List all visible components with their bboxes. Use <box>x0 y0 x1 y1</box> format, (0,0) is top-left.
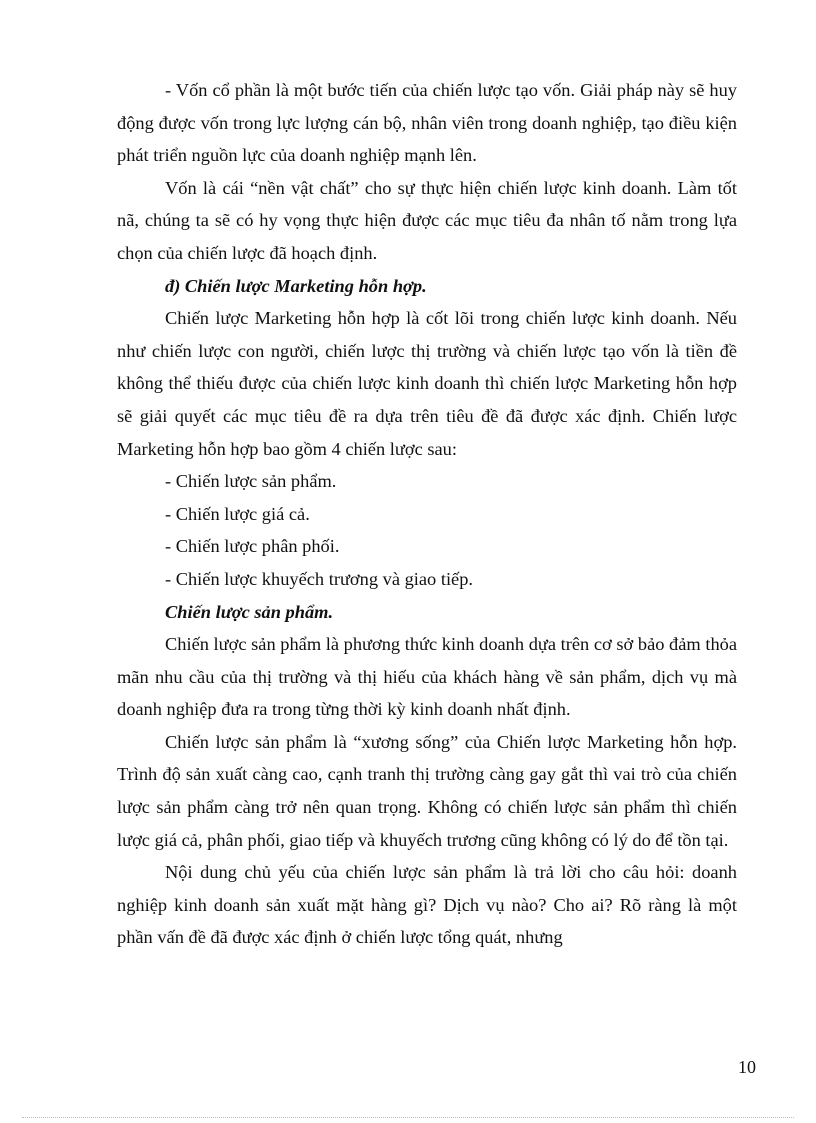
heading-product-strategy: Chiến lược sản phẩm. <box>165 601 334 622</box>
page-bottom-divider <box>22 1117 794 1118</box>
paragraph-product-backbone: Chiến lược sản phẩm là “xương sống” của Chiến lược Marketing hỗn hợp. Trình độ sản xuất càng cao, cạnh tranh thị trường càng gay gắt thì vai trò của chiến lược sản phẩm càng trở nên quan trọng. Không có chiến lược sản phẩm thì chiến lược giá cả, phân phối, giao tiếp và khuyếch trương cũng không có lý do để tồn tại. <box>117 731 737 850</box>
paragraph-product-definition: Chiến lược sản phẩm là phương thức kinh doanh dựa trên cơ sở bảo đảm thỏa mãn nhu cầu của thị trường và thị hiếu của khách hàng về sản phẩm, dịch vụ mà doanh nghiệp đưa ra trong từng thời kỳ kinh doanh nhất định. <box>117 634 737 720</box>
list-item-price: - Chiến lược giá cả. <box>165 503 310 524</box>
list-item-promotion: - Chiến lược khuyếch trương và giao tiếp. <box>165 568 474 589</box>
heading-marketing-mix: đ) Chiến lược Marketing hỗn hợp. <box>165 275 427 296</box>
list-item-distribution: - Chiến lược phân phối. <box>165 536 340 557</box>
list-item-product: - Chiến lược sản phẩm. <box>165 471 337 492</box>
paragraph-capital-foundation: Vốn là cái “nền vật chất” cho sự thực hiện chiến lược kinh doanh. Làm tốt nã, chúng ta sẽ có hy vọng thực hiện được các mục tiêu đa nhân tố nằm trong lựa chọn của chiến lược đã hoạch định. <box>117 177 737 263</box>
page-number: 10 <box>738 1057 756 1077</box>
body-text <box>117 74 737 954</box>
paragraph-product-content: Nội dung chủ yếu của chiến lược sản phẩm là trả lời cho câu hỏi: doanh nghiệp kinh doanh sản xuất mặt hàng gì? Dịch vụ nào? Cho ai? Rõ ràng là một phần vấn đề đã được xác định ở chiến lược tổng quát, nhưng <box>117 862 737 948</box>
paragraph-equity-capital: - Vốn cổ phần là một bước tiến của chiến lược tạo vốn. Giải pháp này sẽ huy động được vốn trong lực lượng cán bộ, nhân viên trong doanh nghiệp, tạo điều kiện phát triển nguồn lực của doanh nghiệp mạnh lên. <box>117 80 737 166</box>
paragraph-marketing-mix: Chiến lược Marketing hỗn hợp là cốt lõi trong chiến lược kinh doanh. Nếu như chiến lược con người, chiến lược thị trường và chiến lược tạo vốn là tiền đề không thể thiếu được của chiến lược kinh doanh thì chiến lược Marketing hỗn hợp sẽ giải quyết các mục tiêu đề ra dựa trên tiêu đề đã được xác định. Chiến lược Marketing hỗn hợp bao gồm 4 chiến lược sau: <box>117 308 737 459</box>
